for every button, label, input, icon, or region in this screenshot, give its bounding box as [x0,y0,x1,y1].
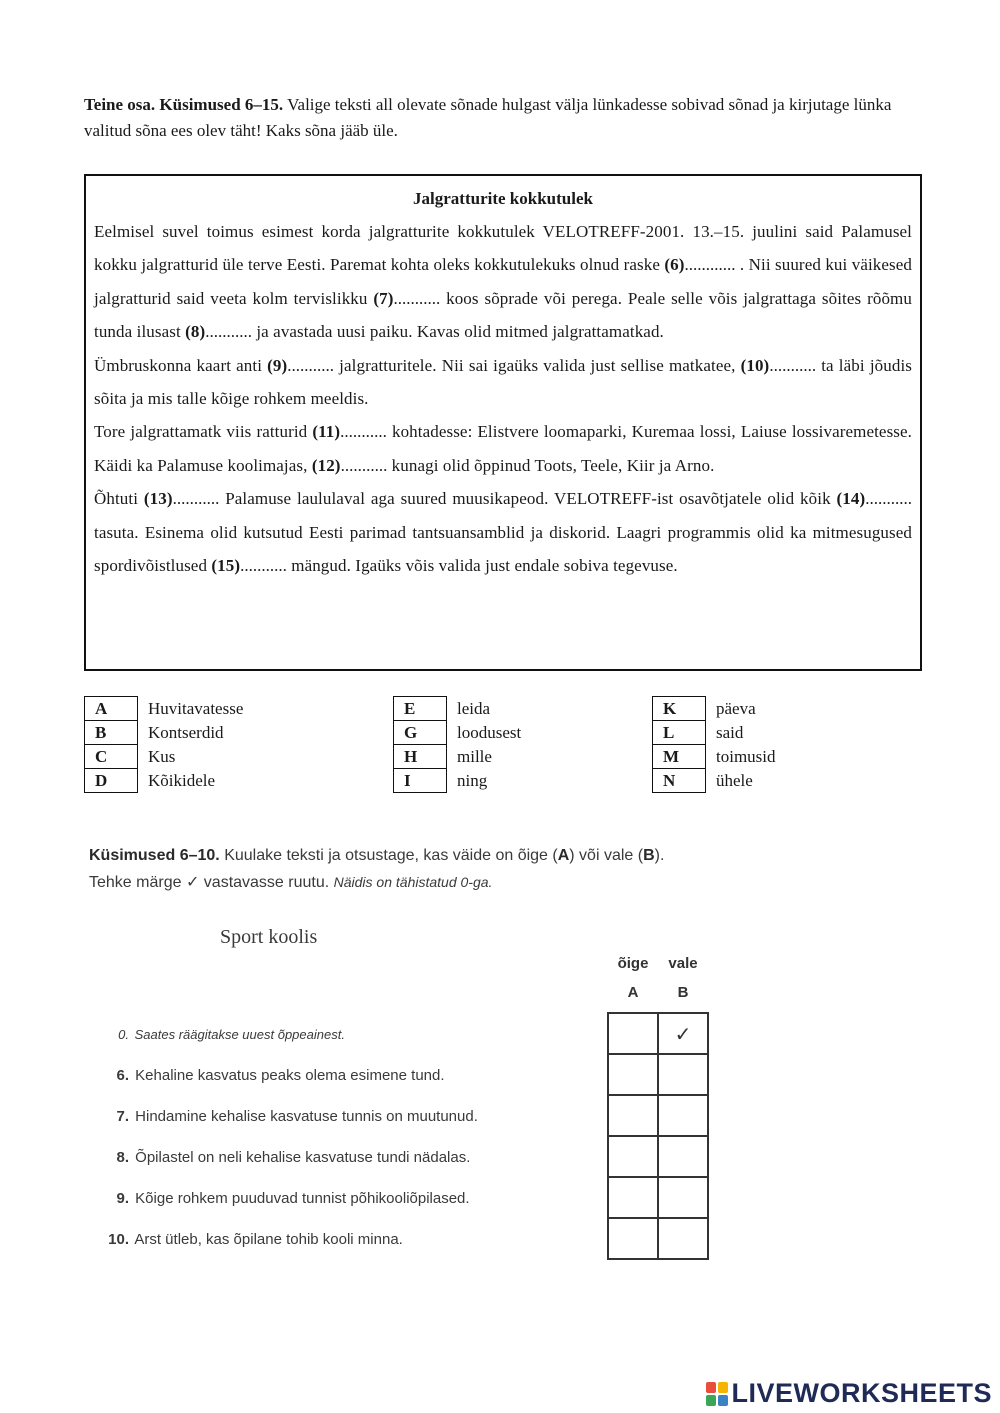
word-letter: G [394,721,447,745]
story-text: Ümbruskonna kaart anti [94,355,268,375]
statement-example [89,1014,589,1055]
word-letter: B [85,721,138,745]
word-bank-row [653,721,783,745]
gap-14[interactable]: ........... [865,489,912,509]
story-text-box [84,174,922,671]
story-paragraph-3 [94,415,912,482]
column-letter-a: A [627,984,639,1001]
word-bank-row [394,745,528,769]
word-text: Kus [148,747,176,766]
story-text: mängud. Igaüks võis valida just endale sobiva tegevuse. [286,556,678,576]
answer-cell-a[interactable] [608,1136,658,1177]
word-text: Huvitavatesse [148,699,244,718]
answer-cell-b[interactable]: ✓ [658,1013,708,1054]
story-title: Jalgratturite kokkutulek [413,189,593,208]
word-bank-row [394,697,528,721]
word-bank-row [653,697,783,721]
gap-12[interactable]: ........... [340,455,388,475]
column-label-true: õige [617,955,649,972]
gap-15[interactable]: ........... [240,556,287,576]
answer-cell-a[interactable] [608,1095,658,1136]
word-bank-row [85,769,250,793]
word-text: toimusid [716,747,776,766]
answer-row [608,1136,708,1177]
statement-text: Hindamine kehalise kasvatuse tunnis on muutunud. [135,1108,478,1125]
statement-number: 7. [116,1108,129,1125]
word-bank-row [653,769,783,793]
word-bank-row [394,721,528,745]
word-letter: A [85,697,138,721]
statement-number: 9. [116,1190,129,1207]
word-bank-column-3 [652,696,783,793]
logo-square [706,1395,716,1406]
answer-row [608,1218,708,1259]
listening-text: ) või vale ( [569,847,644,864]
listening-line-2 [89,869,909,896]
story-paragraph-2 [94,349,912,416]
listening-text: Tehke märge ✓ vastavasse ruutu. [89,874,330,891]
story-text: ja avastada uusi paiku. Kavas olid mitmed jalgrattamatkad. [252,322,664,342]
gap-number-15: (15) [211,556,241,576]
word-bank-column-1 [84,696,250,793]
story-text: kohtadesse: Elistvere loomaparki, Kuremaa lossi, Laiuse lossivaremetesse. Käidi ka Palamuse koolimajas, [94,422,913,475]
word-letter: K [653,697,706,721]
statement-row [89,1219,589,1260]
word-text: loodusest [457,723,522,742]
story-text: ta läbi jõudis sõita ja mis talle kõige rohkem meeldis. [94,355,912,409]
gap-number-14: (14) [836,489,866,509]
answer-cell-a[interactable] [608,1013,658,1054]
gap-6[interactable]: ............ [684,255,736,275]
listening-text: ). [654,847,665,864]
listening-heading: Küsimused 6–10. [89,847,220,864]
story-text: . Nii suured kui väikesed jalgratturid said veeta kolm tervislikku [94,255,913,308]
statement-text: Arst ütleb, kas õpilane tohib kooli minna. [134,1231,403,1248]
gap-8[interactable]: ........... [205,322,252,342]
word-letter: D [85,769,138,793]
answer-cell-b[interactable] [658,1054,708,1095]
gap-11[interactable]: ........... [340,422,387,442]
option-a-label: A [557,847,570,864]
statement-number: 10. [108,1231,129,1248]
word-letter: N [653,769,706,793]
answer-cell-a[interactable] [608,1054,658,1095]
answer-cell-b[interactable] [658,1136,708,1177]
story-paragraph-1 [94,215,912,349]
logo-text: LIVEWORKSHEETS [731,1378,992,1408]
story-text: Tore jalgrattamatk viis ratturid [94,422,313,442]
part2-instructions [84,92,914,144]
gap-number-6: (6) [664,255,685,275]
statement-row [89,1055,589,1096]
column-letter-b: B [677,984,689,1001]
gap-number-11: (11) [312,422,341,442]
gap-13[interactable]: ........... [172,489,220,509]
story-text: jalgratturitele. Nii sai igaüks valida just sellise matkatee, [334,355,741,375]
part2-instruction-text: Valige teksti all olevate sõnade hulgast välja lünkadesse sobivad sõnad ja kirjutage lünka valitud sõna ees olev täht! Kaks sõna jääb üle. [84,95,892,140]
statement-text: Kõige rohkem puuduvad tunnist põhikooliõpilased. [135,1190,470,1207]
word-bank-row [85,721,250,745]
gap-10[interactable]: ........... [769,355,817,375]
word-text: ühele [716,771,753,790]
word-bank-row [394,769,528,793]
part2-heading: Teine osa. Küsimused 6–15. [84,95,284,114]
word-bank-column-2 [393,696,528,793]
logo-square [718,1395,728,1406]
answer-row [608,1177,708,1218]
word-text: said [716,723,744,742]
option-b-label: B [643,847,655,864]
story-text: Õhtuti [94,489,144,509]
statement-text: Saates räägitakse uuest õppeainest. [134,1027,345,1042]
word-text: Kontserdid [148,723,224,742]
logo-square [706,1382,716,1393]
story-text: Eelmisel suvel toimus esimest korda jalgratturite kokkutulek VELOTREFF-2001. 13.–15. juulini said Palamusel kokku jalgratturid üle terve Eesti. Paremat kohta oleks kokkutulekuks olnud raske [94,222,912,275]
answer-cell-b[interactable] [658,1177,708,1218]
answer-cell-a[interactable] [608,1218,658,1259]
statement-number: 8. [116,1149,129,1166]
statement-row [89,1178,589,1219]
section-title: Sport koolis [220,926,318,948]
answer-row [608,1095,708,1136]
listening-text: Kuulake teksti ja otsustage, kas väide on õige ( [224,847,558,864]
gap-number-8: (8) [185,322,206,342]
story-text: Palamuse laululaval aga suured muusikapeod. VELOTREFF-ist osavõtjatele olid kõik [219,489,837,509]
column-label-false: vale [668,955,698,972]
story-text: koos sõprade või perega. Peale selle võis jalgrattaga sõites rõõmu tunda ilusast [94,288,912,342]
gap-7[interactable]: ........... [393,288,441,308]
word-bank-row [653,745,783,769]
answer-grid [607,1012,709,1260]
listening-line-1 [89,842,909,869]
liveworksheets-logo[interactable] [706,1378,992,1409]
gap-number-9: (9) [267,355,288,375]
logo-square [718,1382,728,1393]
statement-text: Kehaline kasvatus peaks olema esimene tund. [135,1067,445,1084]
logo-grid-icon [706,1382,728,1406]
word-letter: H [394,745,447,769]
statement-text: Õpilastel on neli kehalise kasvatuse tundi nädalas. [135,1149,471,1166]
word-text: leida [457,699,491,718]
gap-number-7: (7) [373,288,394,308]
statement-row [89,1137,589,1178]
gap-number-13: (13) [143,489,173,509]
statement-number: 6. [116,1067,129,1084]
word-letter: E [394,697,447,721]
answer-cell-b[interactable] [658,1095,708,1136]
story-text: tasuta. Esinema olid kutsutud Eesti parimad tantsuansamblid ja diskorid. Laagri programmis olid ka mitmesugused spordivõistlused [94,522,912,576]
word-bank-row [85,697,250,721]
statement-row [89,1096,589,1137]
word-text: mille [457,747,492,766]
word-text: Kõikidele [148,771,216,790]
statement-number: 0. [118,1027,129,1042]
example-note: Näidis on tähistatud 0-ga. [333,874,493,890]
gap-number-10: (10) [740,355,770,375]
listening-instructions [89,842,909,896]
word-letter: L [653,721,706,745]
word-letter: I [394,769,447,793]
answer-row [608,1013,708,1054]
answer-cell-a[interactable] [608,1177,658,1218]
story-text: kunagi olid õppinud Toots, Teele, Kiir ja Arno. [387,455,715,475]
word-text: ning [457,771,488,790]
story-paragraph-4 [94,482,912,582]
answer-cell-b[interactable] [658,1218,708,1259]
gap-number-12: (12) [311,455,341,475]
answer-row [608,1054,708,1095]
word-bank-row [85,745,250,769]
word-letter: M [653,745,706,769]
word-letter: C [85,745,138,769]
word-text: päeva [716,699,756,718]
gap-9[interactable]: ........... [287,355,335,375]
